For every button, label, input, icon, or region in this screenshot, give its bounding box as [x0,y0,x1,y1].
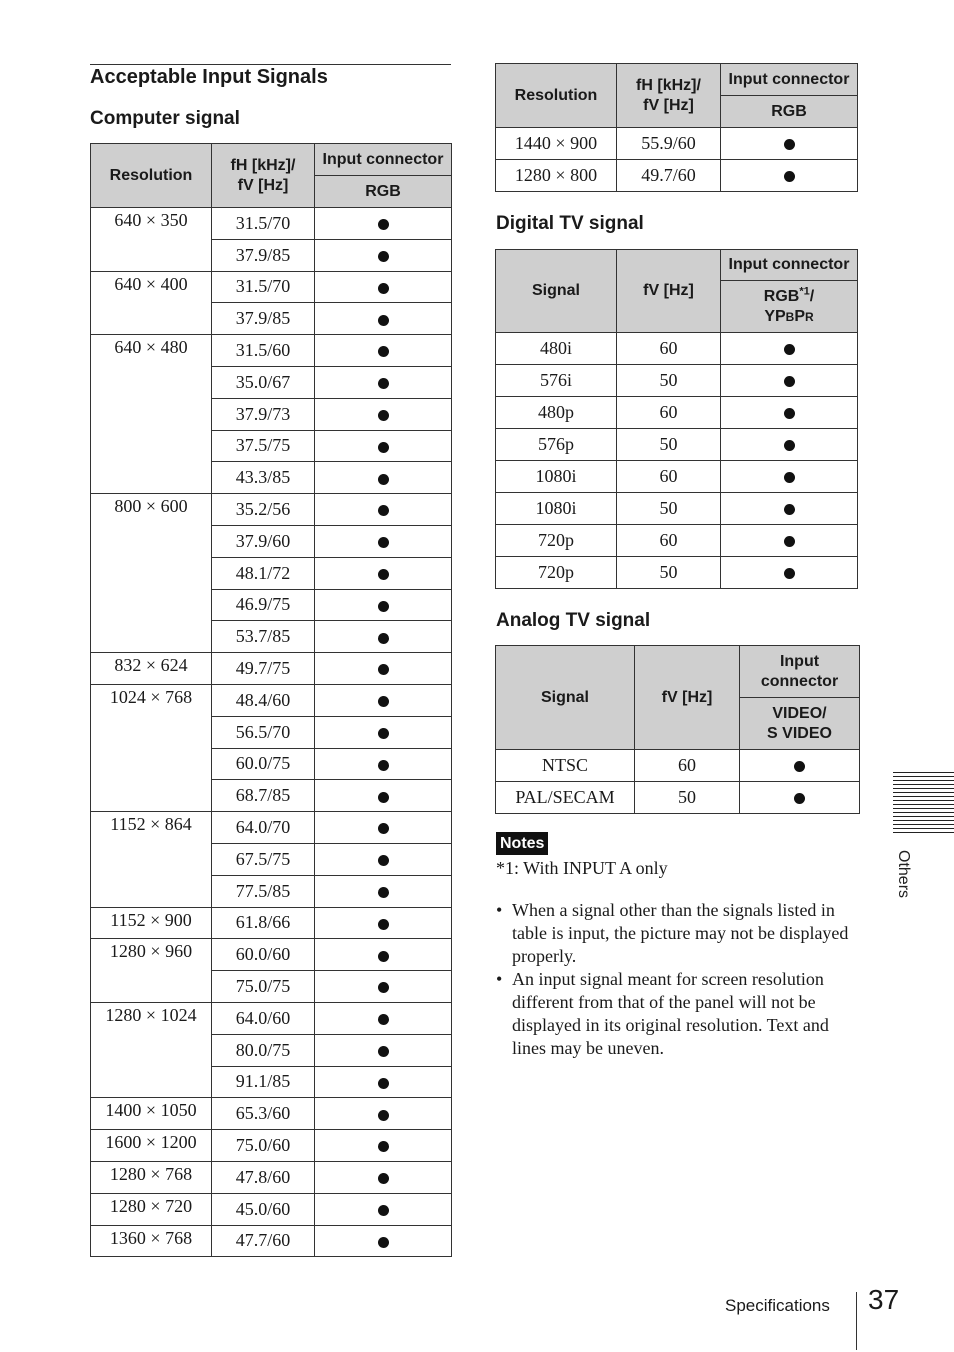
fv-cell: 60 [635,750,740,782]
signal-cell: 1080i [496,493,617,525]
table-row [496,493,858,525]
supported-dot-icon [378,1141,389,1152]
supported-dot-icon [378,855,389,866]
supported-cell [315,1066,452,1098]
supported-cell [315,875,452,907]
supported-cell [721,557,858,589]
supported-dot-icon [378,474,389,485]
rate-cell: 35.0/67 [212,366,315,398]
col-header-video-svideo: VIDEO/ S VIDEO [740,698,860,750]
supported-dot-icon [378,887,389,898]
col-header-rgb-ypbpr: RGB$^{*1}$/ YPBPR [721,281,858,333]
signal-cell: 576p [496,429,617,461]
signal-cell: NTSC [496,750,635,782]
supported-cell [315,1130,452,1162]
fv-cell: 60 [617,525,721,557]
resolution-cell: 1280 × 800 [496,160,617,192]
supported-dot-icon [378,1237,389,1248]
supported-dot-icon [378,410,389,421]
analog-tv-table [495,645,860,814]
notes-list [496,899,858,1060]
rate-cell: 64.0/70 [212,812,315,844]
resolution-cell: 1280 × 1024 [91,1002,212,1097]
col-header-input-connector: Input connector [740,646,860,698]
supported-cell [315,430,452,462]
digital-tv-table [495,249,858,589]
resolution-cell: 1280 × 720 [91,1193,212,1225]
supported-dot-icon [378,1205,389,1216]
signal-cell: 480i [496,333,617,365]
supported-dot-icon [784,171,795,182]
rate-cell: 47.8/60 [212,1161,315,1193]
supported-cell [315,907,452,939]
rate-cell: 60.0/75 [212,748,315,780]
supported-dot-icon [378,1046,389,1057]
rate-cell: 60.0/60 [212,939,315,971]
table-row [496,333,858,365]
rate-cell: 55.9/60 [617,128,721,160]
fv-cell: 60 [617,397,721,429]
table-row [496,365,858,397]
supported-dot-icon [378,378,389,389]
supported-cell [740,782,860,814]
supported-dot-icon [784,568,795,579]
rate-cell: 35.2/56 [212,494,315,526]
rate-cell: 37.9/73 [212,398,315,430]
resolution-cell: 1600 × 1200 [91,1130,212,1162]
supported-dot-icon [784,504,795,515]
supported-cell [315,971,452,1003]
col-header-input-connector: Input connector [721,64,858,96]
rate-cell: 64.0/60 [212,1002,315,1034]
supported-cell [315,1034,452,1066]
computer-signal-table-continued [495,63,858,192]
page-number: 37 [868,1284,900,1315]
table-row [496,557,858,589]
table-row [91,812,452,844]
table-row [496,525,858,557]
rate-cell: 31.5/60 [212,335,315,367]
section-rule [90,64,451,65]
bullet-icon: • [496,900,503,920]
table-row [91,271,452,303]
footer-section-label: Specifications [725,1296,830,1315]
supported-dot-icon [378,346,389,357]
supported-cell [315,398,452,430]
col-header-input-connector: Input connector [721,250,858,281]
col-header-fv: fV [Hz] [635,646,740,750]
table-row [496,750,860,782]
note-item: • An input signal meant for screen resolution different from that of the panel will not be displayed in its original resolution. Text and lines may be uneven. [496,969,829,1058]
supported-dot-icon [784,472,795,483]
table-row [91,494,452,526]
footer-rule [856,1292,857,1350]
signal-cell: PAL/SECAM [496,782,635,814]
notes-badge: Notes [496,832,548,855]
supported-dot-icon [378,569,389,580]
supported-cell [315,716,452,748]
supported-cell [315,589,452,621]
col-header-fv: fV [Hz] [617,250,721,333]
supported-dot-icon [378,633,389,644]
supported-dot-icon [378,728,389,739]
signal-cell: 480p [496,397,617,429]
supported-cell [315,208,452,240]
supported-dot-icon [784,440,795,451]
table-row [496,397,858,429]
signal-cell: 576i [496,365,617,397]
rate-cell: 45.0/60 [212,1193,315,1225]
table-row [91,1161,452,1193]
supported-dot-icon [784,139,795,150]
footnote: *1: With INPUT A only [496,858,668,878]
fv-cell: 60 [617,333,721,365]
table-row [496,160,858,192]
fv-cell: 50 [617,493,721,525]
col-header-input-connector: Input connector [315,144,452,176]
fv-cell: 50 [635,782,740,814]
supported-cell [740,750,860,782]
resolution-cell: 800 × 600 [91,494,212,653]
supported-cell [721,493,858,525]
supported-dot-icon [378,315,389,326]
col-header-resolution: Resolution [496,64,617,128]
supported-dot-icon [378,1173,389,1184]
supported-dot-icon [378,951,389,962]
rate-cell: 47.7/60 [212,1225,315,1257]
col-header-fh-fv: fH [kHz]/ fV [Hz] [617,64,721,128]
supported-dot-icon [378,283,389,294]
supported-dot-icon [378,1078,389,1089]
supported-cell [315,621,452,653]
col-header-resolution: Resolution [91,144,212,208]
supported-cell [315,843,452,875]
rate-cell: 67.5/75 [212,843,315,875]
rate-cell: 53.7/85 [212,621,315,653]
computer-signal-table [90,143,452,1257]
supported-cell [721,128,858,160]
supported-cell [315,939,452,971]
side-tab-label: Others [895,850,912,899]
supported-cell [315,748,452,780]
supported-cell [315,525,452,557]
supported-cell [721,461,858,493]
col-header-rgb: RGB [721,96,858,128]
supported-dot-icon [378,792,389,803]
signal-cell: 1080i [496,461,617,493]
supported-cell [315,1193,452,1225]
supported-cell [315,462,452,494]
supported-cell [721,429,858,461]
supported-cell [315,335,452,367]
supported-cell [315,1002,452,1034]
supported-cell [315,271,452,303]
supported-dot-icon [784,376,795,387]
supported-dot-icon [378,442,389,453]
supported-dot-icon [378,760,389,771]
table-row [91,1130,452,1162]
table-row [496,782,860,814]
supported-dot-icon [378,919,389,930]
rate-cell: 61.8/66 [212,907,315,939]
signal-cell: 720p [496,557,617,589]
fv-cell: 50 [617,557,721,589]
supported-dot-icon [378,982,389,993]
bullet-icon: • [496,969,503,989]
resolution-cell: 640 × 400 [91,271,212,335]
table-row [91,1002,452,1034]
rate-cell: 37.5/75 [212,430,315,462]
supported-dot-icon [784,536,795,547]
rate-cell: 56.5/70 [212,716,315,748]
supported-cell [721,397,858,429]
supported-dot-icon [378,219,389,230]
supported-dot-icon [794,761,805,772]
supported-cell [721,525,858,557]
supported-cell [315,494,452,526]
rate-cell: 49.7/60 [617,160,721,192]
rate-cell: 48.4/60 [212,684,315,716]
resolution-cell: 1024 × 768 [91,684,212,811]
table-row [496,429,858,461]
rate-cell: 65.3/60 [212,1098,315,1130]
rate-cell: 48.1/72 [212,557,315,589]
rate-cell: 49.7/75 [212,653,315,685]
table-row [91,653,452,685]
resolution-cell: 640 × 480 [91,335,212,494]
supported-cell [721,160,858,192]
rate-cell: 37.9/60 [212,525,315,557]
col-header-signal: Signal [496,250,617,333]
computer-signal-title: Computer signal [90,108,240,129]
rate-cell: 46.9/75 [212,589,315,621]
rate-cell: 31.5/70 [212,271,315,303]
table-row [91,1098,452,1130]
supported-dot-icon [378,251,389,262]
supported-cell [721,365,858,397]
supported-cell [721,333,858,365]
col-header-signal: Signal [496,646,635,750]
resolution-cell: 640 × 350 [91,208,212,272]
supported-cell [315,1161,452,1193]
resolution-cell: 832 × 624 [91,653,212,685]
table-row [91,1193,452,1225]
supported-dot-icon [784,408,795,419]
analog-tv-title: Analog TV signal [496,610,651,631]
supported-cell [315,239,452,271]
supported-cell [315,1098,452,1130]
resolution-cell: 1152 × 864 [91,812,212,907]
rate-cell: 75.0/75 [212,971,315,1003]
supported-cell [315,653,452,685]
supported-cell [315,303,452,335]
table-row [91,939,452,971]
rate-cell: 43.3/85 [212,462,315,494]
table-row [91,208,452,240]
supported-cell [315,1225,452,1257]
resolution-cell: 1280 × 768 [91,1161,212,1193]
col-header-fh-fv: fH [kHz]/ fV [Hz] [212,144,315,208]
rate-cell: 80.0/75 [212,1034,315,1066]
rate-cell: 37.9/85 [212,239,315,271]
signal-cell: 720p [496,525,617,557]
table-row [91,335,452,367]
fv-cell: 60 [617,461,721,493]
supported-cell [315,812,452,844]
rate-cell: 37.9/85 [212,303,315,335]
fv-cell: 50 [617,365,721,397]
side-tab-lines [893,772,954,836]
digital-tv-title: Digital TV signal [496,213,644,234]
rate-cell: 68.7/85 [212,780,315,812]
supported-dot-icon [784,344,795,355]
resolution-cell: 1400 × 1050 [91,1098,212,1130]
rate-cell: 75.0/60 [212,1130,315,1162]
supported-dot-icon [378,1014,389,1025]
resolution-cell: 1152 × 900 [91,907,212,939]
section-title: Acceptable Input Signals [90,66,328,88]
supported-dot-icon [378,1110,389,1121]
rate-cell: 31.5/70 [212,208,315,240]
supported-cell [315,557,452,589]
supported-dot-icon [378,537,389,548]
fv-cell: 50 [617,429,721,461]
resolution-cell: 1280 × 960 [91,939,212,1003]
note-item: • When a signal other than the signals listed in table is input, the picture may not be displayed properly. [496,900,849,966]
resolution-cell: 1440 × 900 [496,128,617,160]
supported-dot-icon [378,664,389,675]
table-row [91,907,452,939]
table-row [91,684,452,716]
table-row [91,1225,452,1257]
rate-cell: 91.1/85 [212,1066,315,1098]
col-header-rgb: RGB [315,176,452,208]
rate-cell: 77.5/85 [212,875,315,907]
supported-cell [315,780,452,812]
table-row [496,461,858,493]
supported-dot-icon [378,823,389,834]
supported-cell [315,684,452,716]
supported-dot-icon [378,505,389,516]
supported-dot-icon [378,696,389,707]
table-row [496,128,858,160]
resolution-cell: 1360 × 768 [91,1225,212,1257]
supported-dot-icon [378,601,389,612]
supported-cell [315,366,452,398]
supported-dot-icon [794,793,805,804]
